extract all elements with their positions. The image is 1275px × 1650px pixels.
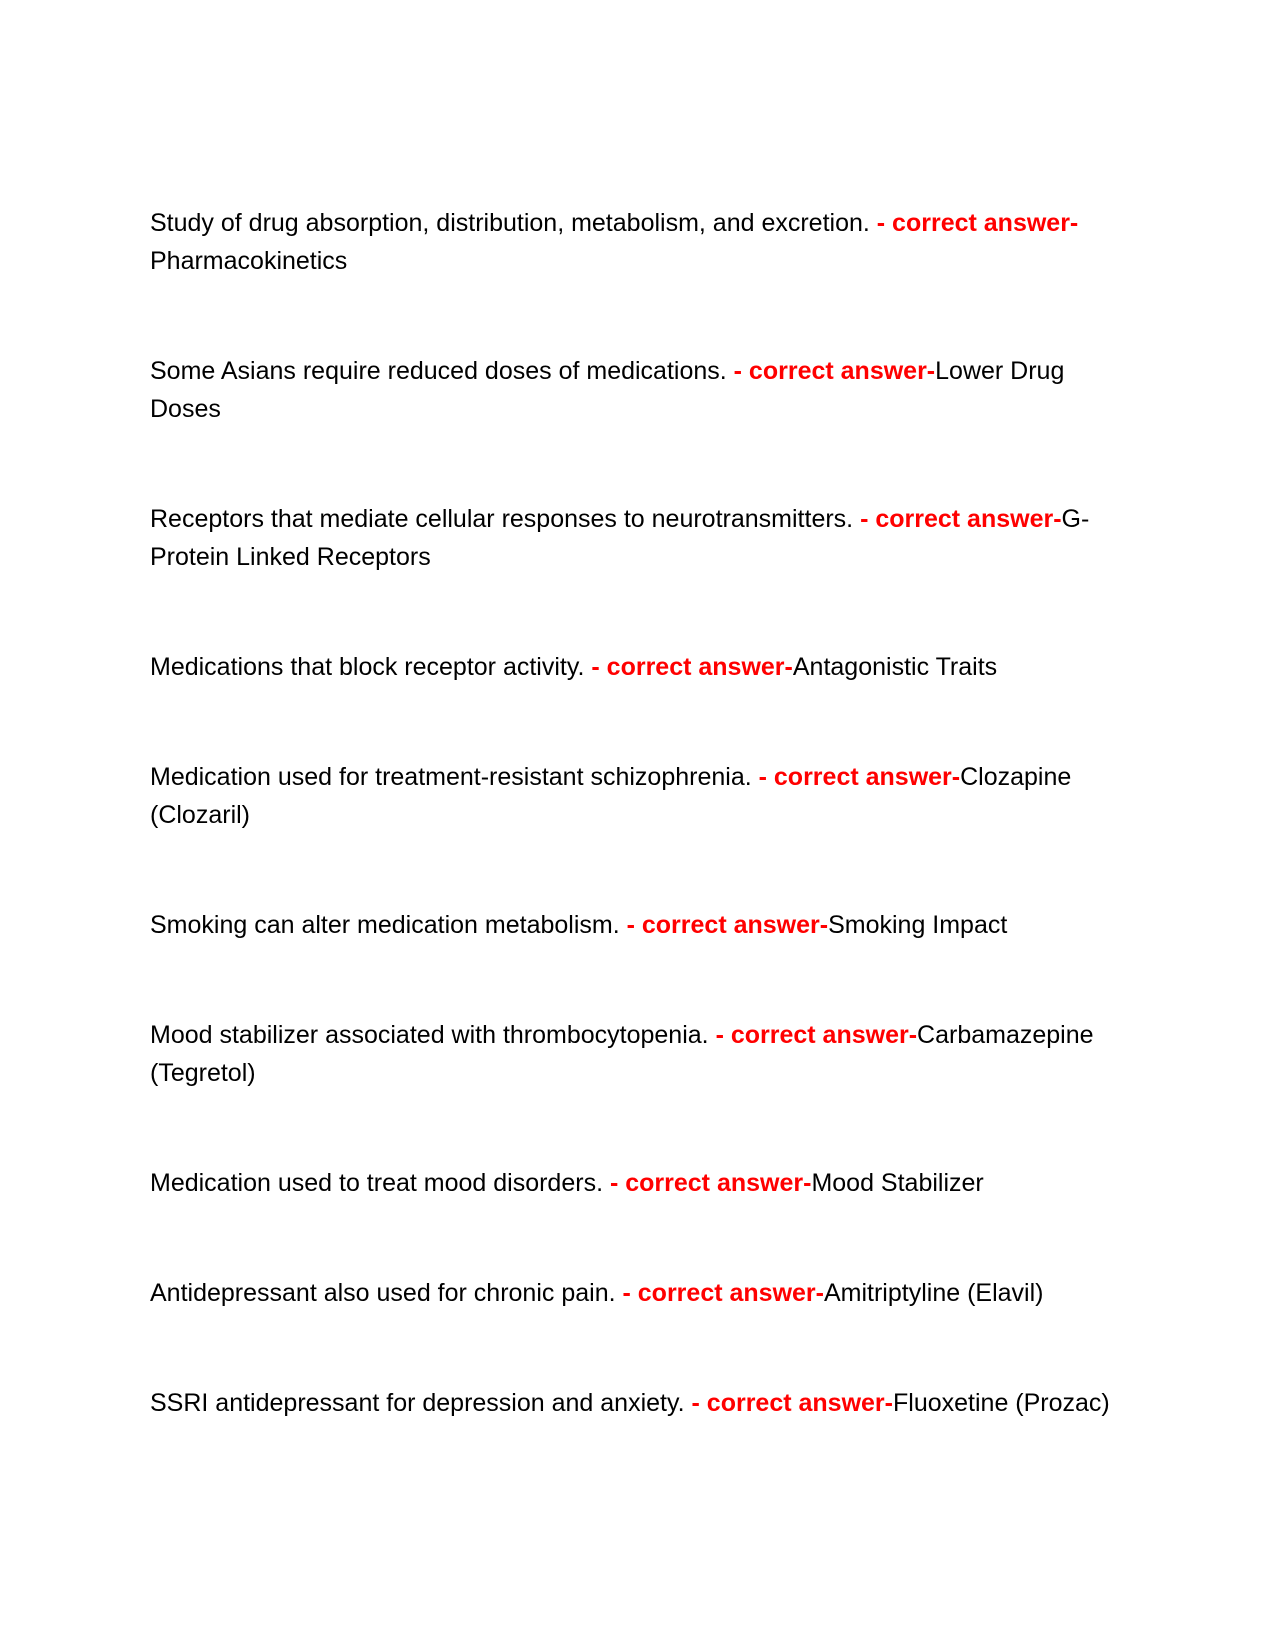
answer-marker: - correct answer- — [603, 1169, 812, 1197]
answer-marker: - correct answer- — [584, 653, 793, 681]
answer-text: Clozapine (Clozaril) — [150, 763, 1072, 829]
answer-marker: - correct answer- — [684, 1389, 893, 1417]
answer-marker: - correct answer- — [751, 763, 961, 791]
qa-item — [150, 1274, 1135, 1312]
question-text: Smoking can alter medication metabolism. — [150, 911, 620, 939]
question-text: Medications that block receptor activity. — [150, 653, 585, 681]
qa-item — [150, 1016, 1135, 1092]
answer-marker: - correct answer- — [708, 1021, 918, 1049]
question-text: SSRI antidepressant for depression and anxiety. — [150, 1389, 685, 1417]
qa-item — [150, 204, 1135, 280]
question-text: Receptors that mediate cellular responses to neurotransmitters. — [150, 505, 854, 533]
answer-text: Carbamazepine (Tegretol) — [150, 1021, 1094, 1087]
question-text: Medication used for treatment-resistant schizophrenia. — [150, 763, 752, 791]
qa-item — [150, 906, 1135, 944]
answer-text: Mood Stabilizer — [811, 1169, 984, 1197]
qa-item — [150, 500, 1135, 576]
qa-item — [150, 648, 1135, 686]
answer-text: G-Protein Linked Receptors — [150, 505, 1090, 571]
question-text: Some Asians require reduced doses of medications. — [150, 357, 727, 385]
qa-list — [150, 204, 1135, 1494]
question-text: Medication used to treat mood disorders. — [150, 1169, 604, 1197]
answer-marker: - correct answer- — [853, 505, 1062, 533]
qa-item — [150, 352, 1135, 428]
qa-item — [150, 1164, 1135, 1202]
answer-marker: - correct answer- — [869, 209, 1079, 237]
answer-text: Fluoxetine (Prozac) — [893, 1389, 1110, 1417]
answer-text: Smoking Impact — [828, 911, 1008, 939]
answer-text: Antagonistic Traits — [792, 653, 998, 681]
answer-text: Amitriptyline (Elavil) — [823, 1279, 1044, 1307]
question-text: Antidepressant also used for chronic pain. — [150, 1279, 616, 1307]
answer-marker: - correct answer- — [726, 357, 936, 385]
answer-text: Lower Drug Doses — [150, 357, 1065, 423]
qa-item — [150, 1384, 1135, 1422]
answer-marker: - correct answer- — [615, 1279, 824, 1307]
answer-marker: - correct answer- — [619, 911, 829, 939]
question-text: Study of drug absorption, distribution, metabolism, and excretion. — [150, 209, 870, 237]
answer-text: Pharmacokinetics — [150, 247, 348, 275]
qa-item — [150, 758, 1135, 834]
question-text: Mood stabilizer associated with thrombocytopenia. — [150, 1021, 709, 1049]
